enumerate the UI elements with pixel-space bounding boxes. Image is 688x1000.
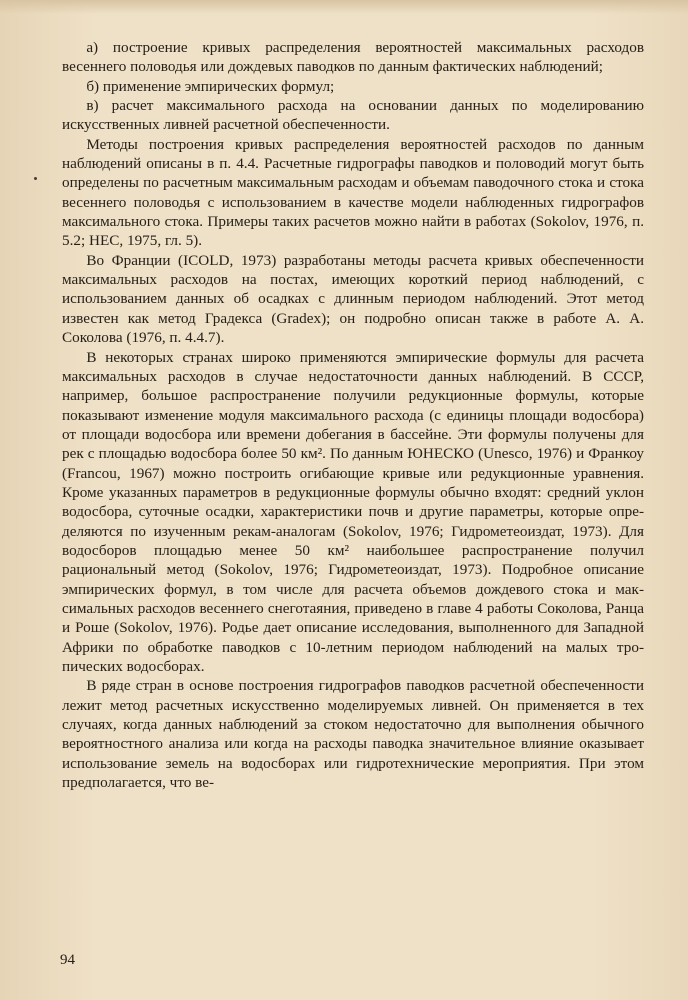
scan-top-shadow [0, 0, 688, 14]
body-text [62, 38, 644, 792]
paragraph-empirical: В некоторых странах широко применяются эмпирические формулы для расчета максимальных расходов в случае недостаточности данных наблюдений. В СССР, например, большое распространение получили редукционные формулы, которые показывают изменение модуля максимального расхода (с единицы площади водосбора) от площади водосбора или времени добегания в бассейне. Эти формулы получены для рек с площадью водосбора более 50 км². По данным ЮНЕСКО (Unesco, 1976) и Франкоу (Francou, 1967) можно построить огибающие кривые или редукционные уравнения. Кроме указанных параметров в редукционные формулы обычно входят: средний уклон водосбора, суточные осадки, характеристики почв и другие параметры, которые определяются по изученным рекам-аналогам (Sokolov, 1976; Гидрометеоиздат, 1973). Для водосборов площадью менее 50 км² наибольшее распространение получил рациональный метод (Sokolov, 1976; Гидрометеоиздат, 1973). Подробное описание эмпирических формул, в том числе для расчета объемов дождевого стока и максимальных расходов весеннего снеготаяния, приведено в главе 4 работы Соколова, Ранца и Роше (Sokolov, 1976). Родье дает описание исследования, выполненного для Западной Африки по обработке паводков с 10-летним периодом наблюдений на малых тропических водосборах. [62, 348, 644, 675]
page-number: 94 [60, 952, 75, 968]
paragraph-france: Во Франции (ICOLD, 1973) разработаны методы расчета кривых обеспеченности максимальных расходов на постах, имеющих короткий период наблюдений, с использованием данных об осадках с длинным периодом наблюдений. Этот метод известен как метод Градекса (Gradex); он подробно описан также в работе А. А. Соколова (1976, п. 4.4.7). [62, 251, 644, 347]
margin-speck [34, 177, 37, 180]
paragraph-c: в) расчет максимального расхода на основании данных по моделированию искусственных ливней расчетной обеспеченности. [62, 97, 644, 134]
paragraph-b: б) применение эмпирических формул; [86, 77, 335, 95]
paragraph-storms: В ряде стран в основе построения гидрографов паводков расчетной обеспеченности лежит метод расчетных искусственно моделируемых ливней. Он применяется в тех случаях, когда данных наблюдений за стоком недостаточно для выполнения обычного вероятностного анализа или когда на расходы паводка значительное влияние оказывает использование земель на водосборах или гидротехнические мероприятия. При этом предполагается, что ве- [62, 677, 644, 792]
paragraph-a: а) построение кривых распределения вероятностей максимальных расходов весеннего половодья или дождевых паводков по данным фактических наблюдений; [62, 39, 644, 76]
paragraph-methods: Методы построения кривых распределения вероятностей расходов по данным наблюдений описаны в п. 4.4. Расчетные гидрографы паводков и половодий могут быть определены по расчетным максимальным расходам и объемам паводочного стока и стока весеннего половодья с использованием в качестве модели наблюденных гидрографов максимального стока. Примеры таких расчетов можно найти в работах (Sokolov, 1976, п. 5.2; HEC, 1975, гл. 5). [62, 135, 644, 250]
